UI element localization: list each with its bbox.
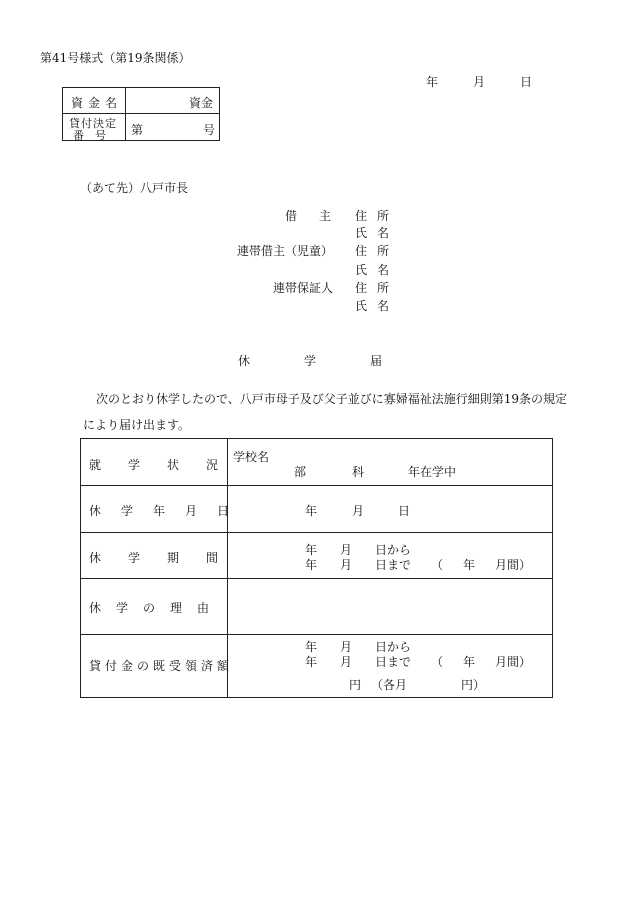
decision-number-prefix: 第	[131, 123, 144, 137]
period-from-year: 年	[305, 543, 318, 557]
date-year-label: 年	[426, 75, 439, 89]
amount-from-year: 年	[305, 640, 318, 654]
row-label-leave-date: 休学年月日	[89, 504, 250, 518]
table-divider-h2	[81, 532, 552, 533]
borrower-label: 借主	[285, 209, 354, 223]
fund-name-suffix: 資金	[189, 96, 214, 110]
decision-number-suffix: 号	[203, 123, 216, 137]
leave-date-day: 日	[398, 504, 411, 518]
decision-number-label-line1: 貸付決定	[69, 117, 117, 130]
amount-yen-label: 円	[349, 678, 362, 692]
leave-date-month: 月	[352, 504, 365, 518]
joint-borrower-name-label: 氏名	[355, 263, 400, 277]
table-divider-h1	[81, 485, 552, 486]
joint-guarantor-name-label: 氏名	[355, 299, 400, 313]
form-number: 第41号様式（第19条関係）	[40, 51, 191, 65]
period-duration-year: 年	[463, 558, 476, 572]
grade-label: 年在学中	[408, 465, 457, 479]
period-to-year: 年	[305, 558, 318, 572]
addressee: （あて先）八戸市長	[80, 181, 189, 195]
joint-guarantor-label: 連帯保証人	[273, 281, 334, 295]
leave-details-table	[80, 438, 553, 698]
amount-to-day: 日まで	[375, 655, 412, 669]
period-from-month: 月	[340, 543, 353, 557]
amount-from-day: 日から	[375, 640, 412, 654]
period-from-day: 日から	[375, 543, 412, 557]
borrower-address-label: 住所	[355, 209, 400, 223]
amount-monthly-yen-label: 円）	[461, 678, 486, 692]
document-title: 休学届	[238, 354, 437, 368]
fund-table-divider-v	[125, 88, 126, 140]
school-name-label: 学校名	[233, 450, 270, 464]
period-duration-months: 月間）	[495, 558, 532, 572]
amount-paren-open: （	[431, 655, 444, 669]
row-label-leave-reason: 休学の理由	[89, 601, 225, 615]
fund-info-table	[62, 87, 220, 141]
row-label-received-amount: 貸付金の既受領済額	[89, 659, 234, 673]
joint-borrower-address-label: 住所	[355, 244, 400, 258]
leave-date-year: 年	[305, 504, 318, 518]
amount-duration-year: 年	[463, 655, 476, 669]
date-month-label: 月	[473, 75, 486, 89]
amount-to-month: 月	[340, 655, 353, 669]
course-label: 科	[352, 465, 365, 479]
decision-number-label-line2: 番号	[73, 129, 117, 142]
fund-table-divider-h	[63, 113, 219, 114]
table-divider-h3	[81, 578, 552, 579]
row-label-enrollment-status: 就学状況	[89, 458, 246, 472]
table-divider-h4	[81, 634, 552, 635]
period-to-day: 日まで	[375, 558, 412, 572]
amount-to-year: 年	[305, 655, 318, 669]
body-text-line1: 次のとおり休学したので、八戸市母子及び父子並びに寡婦福祉法施行細則第19条の規定	[96, 392, 568, 406]
period-paren-open: （	[431, 558, 444, 572]
body-text-line2: により届け出ます。	[83, 418, 191, 432]
amount-each-month-label: （各月	[371, 678, 408, 692]
joint-borrower-label: 連帯借主（児童）	[237, 244, 334, 258]
joint-guarantor-address-label: 住所	[355, 281, 400, 295]
department-label: 部	[294, 465, 307, 479]
amount-from-month: 月	[340, 640, 353, 654]
amount-duration-months: 月間）	[495, 655, 532, 669]
row-label-leave-period: 休学期間	[89, 551, 246, 565]
period-to-month: 月	[340, 558, 353, 572]
borrower-name-label: 氏名	[355, 226, 400, 240]
date-day-label: 日	[520, 75, 533, 89]
fund-name-label: 資金名	[71, 96, 123, 110]
